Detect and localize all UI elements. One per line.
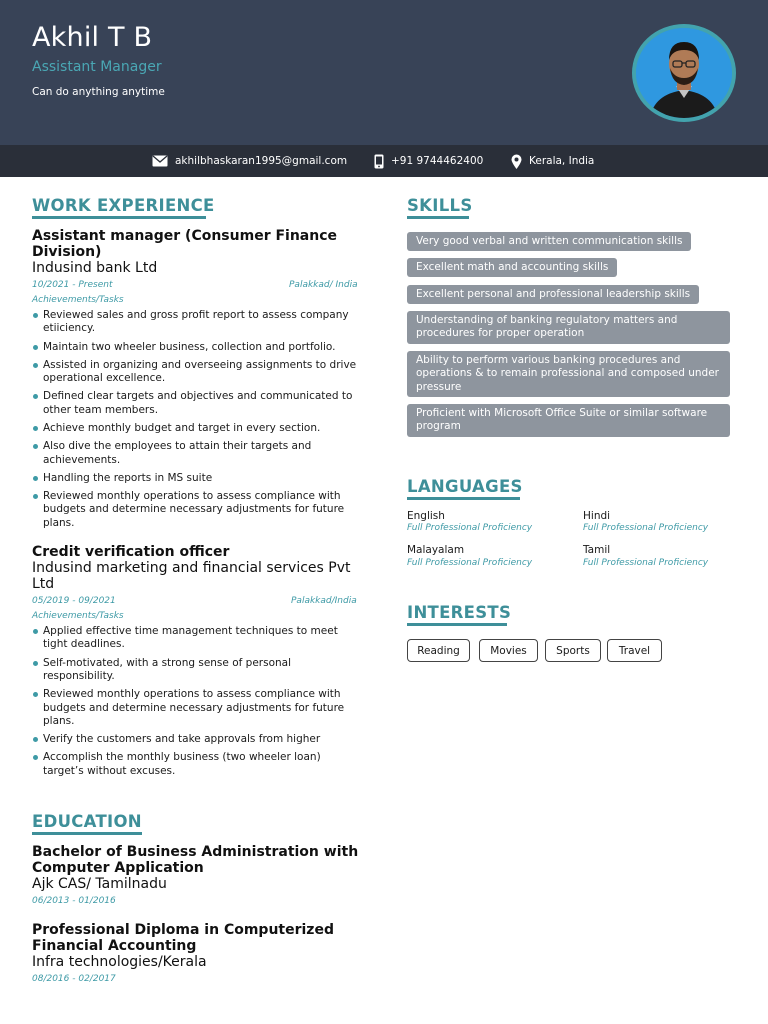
job-company: Indusind bank Ltd bbox=[32, 260, 158, 276]
education-degree: Bachelor of Business Administration with Computer Application bbox=[32, 844, 359, 876]
job-company: Indusind marketing and financial services Pvt Ltd bbox=[32, 560, 351, 592]
interest-tag: Reading bbox=[407, 639, 470, 662]
language-level: Full Professional Proficiency bbox=[583, 523, 709, 533]
job-title: Credit verification officer bbox=[32, 544, 230, 560]
list-item: Reviewed sales and gross profit report to assess company etiiciency. bbox=[32, 309, 362, 336]
language-name: Tamil bbox=[583, 544, 611, 556]
job-dates: 10/2021 - Present bbox=[32, 280, 113, 290]
education-school: Ajk CAS/ Tamilnadu bbox=[32, 876, 167, 892]
job-location: Palakkad/India bbox=[291, 596, 357, 606]
education-rule bbox=[32, 832, 142, 835]
language-name: Hindi bbox=[583, 510, 611, 522]
contact-bar bbox=[0, 145, 768, 177]
list-item: Verify the customers and take approvals from higher bbox=[32, 733, 362, 746]
education-dates: 06/2013 - 01/2016 bbox=[32, 896, 116, 906]
phone-text: +91 9744462400 bbox=[391, 155, 484, 167]
skill-tag: Very good verbal and written communication skills bbox=[407, 232, 691, 251]
education-degree: Professional Diploma in Computerized Financial Accounting bbox=[32, 922, 334, 954]
contact-location bbox=[511, 145, 594, 177]
job-tasks-label: Achievements/Tasks bbox=[32, 295, 124, 305]
list-item: Defined clear targets and objectives and communicated to other team members. bbox=[32, 390, 362, 417]
interest-tag: Travel bbox=[607, 639, 662, 662]
skills-rule bbox=[407, 216, 469, 219]
list-item: Reviewed monthly operations to assess compliance with budgets and determine necessary adjustments for future plans. bbox=[32, 490, 362, 530]
candidate-tagline: Can do anything anytime bbox=[32, 86, 165, 98]
list-item: Handling the reports in MS suite bbox=[32, 472, 362, 485]
work-experience-rule bbox=[32, 216, 206, 219]
education-school: Infra technologies/Kerala bbox=[32, 954, 207, 970]
list-item: Maintain two wheeler business, collection and portfolio. bbox=[32, 341, 362, 354]
phone-icon bbox=[374, 154, 384, 169]
email-text: akhilbhaskaran1995@gmail.com bbox=[175, 155, 348, 167]
job-bullet-list bbox=[32, 309, 362, 535]
language-name: Malayalam bbox=[407, 544, 465, 556]
languages-rule bbox=[407, 497, 520, 500]
interests-heading: INTERESTS bbox=[407, 603, 512, 622]
language-name: English bbox=[407, 510, 445, 522]
job-bullet-list bbox=[32, 625, 362, 783]
list-item: Accomplish the monthly business (two wheeler loan) target’s without excuses. bbox=[32, 751, 362, 778]
location-text: Kerala, India bbox=[529, 155, 595, 167]
work-experience-heading: WORK EXPERIENCE bbox=[32, 196, 215, 215]
job-location: Palakkad/ India bbox=[289, 280, 358, 290]
job-title: Assistant manager (Consumer Finance Division) bbox=[32, 228, 338, 260]
list-item: Achieve monthly budget and target in every section. bbox=[32, 422, 362, 435]
education-heading: EDUCATION bbox=[32, 812, 142, 831]
languages-heading: LANGUAGES bbox=[407, 477, 523, 496]
job-tasks-label: Achievements/Tasks bbox=[32, 611, 124, 621]
education-dates: 08/2016 - 02/2017 bbox=[32, 974, 116, 984]
list-item: Also dive the employees to attain their targets and achievements. bbox=[32, 440, 362, 467]
interest-tag: Sports bbox=[545, 639, 601, 662]
interests-rule bbox=[407, 623, 507, 626]
portrait-icon bbox=[636, 28, 732, 118]
profile-photo bbox=[632, 24, 736, 122]
contact-email[interactable] bbox=[152, 145, 347, 177]
list-item: Self-motivated, with a strong sense of personal responsibility. bbox=[32, 657, 362, 684]
contact-phone[interactable] bbox=[374, 145, 483, 177]
candidate-name: Akhil T B bbox=[32, 22, 153, 53]
list-item: Assisted in organizing and overseeing assignments to drive operational excellence. bbox=[32, 359, 362, 386]
skill-tag: Proficient with Microsoft Office Suite or similar software program bbox=[407, 404, 730, 437]
language-level: Full Professional Proficiency bbox=[583, 558, 709, 568]
skills-heading: SKILLS bbox=[407, 196, 473, 215]
skill-tag: Ability to perform various banking procedures and operations & to remain professional and composed under pressure bbox=[407, 351, 730, 397]
job-dates: 05/2019 - 09/2021 bbox=[32, 596, 116, 606]
list-item: Reviewed monthly operations to assess compliance with budgets and determine necessary adjustments for future plans. bbox=[32, 688, 362, 728]
resume-header bbox=[0, 0, 768, 145]
candidate-role: Assistant Manager bbox=[32, 59, 162, 75]
language-level: Full Professional Proficiency bbox=[407, 523, 533, 533]
skill-tag: Understanding of banking regulatory matters and procedures for proper operation bbox=[407, 311, 730, 344]
language-level: Full Professional Proficiency bbox=[407, 558, 533, 568]
skill-tag: Excellent personal and professional leadership skills bbox=[407, 285, 699, 304]
skill-tag: Excellent math and accounting skills bbox=[407, 258, 617, 277]
list-item: Applied effective time management techniques to meet tight deadlines. bbox=[32, 625, 362, 652]
map-pin-icon bbox=[511, 154, 522, 169]
envelope-icon bbox=[152, 155, 168, 167]
interest-tag: Movies bbox=[479, 639, 538, 662]
